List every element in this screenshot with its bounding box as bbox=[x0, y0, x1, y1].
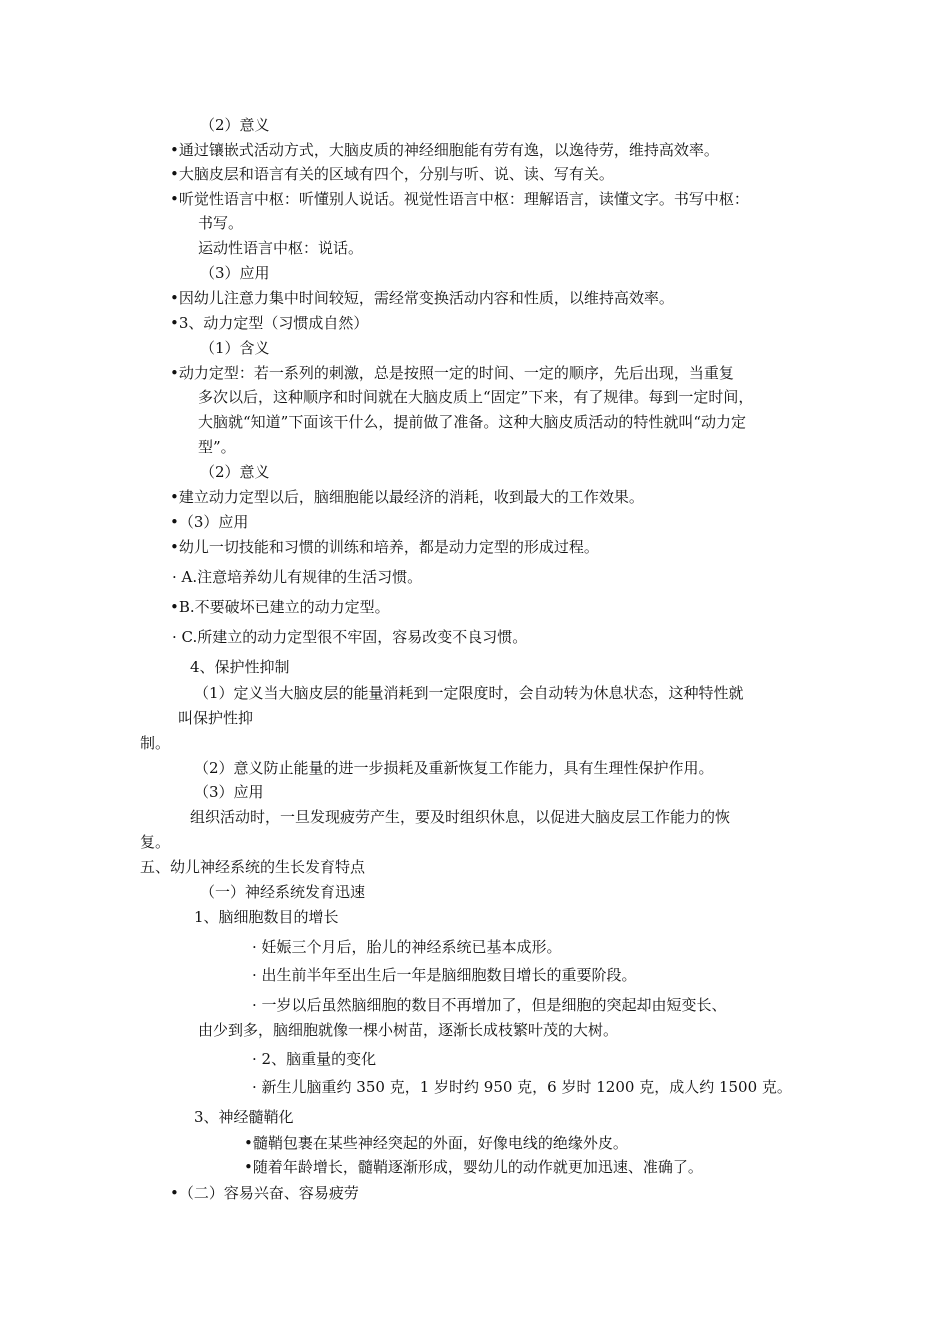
text-line: · A.注意培养幼儿有规律的生活习惯。 bbox=[172, 568, 423, 586]
text-line: 叫保护性抑 bbox=[178, 709, 254, 727]
text-line: •（3）应用 bbox=[170, 513, 249, 531]
text-line: •幼儿一切技能和习惯的训练和培养，都是动力定型的形成过程。 bbox=[170, 538, 599, 556]
text-line: · 新生儿脑重约 350 克，1 岁时约 950 克，6 岁时 1200 克，成人约 1500 克。 bbox=[252, 1078, 792, 1096]
text-line: 由少到多，脑细胞就像一棵小树苗，逐渐长成枝繁叶茂的大树。 bbox=[198, 1021, 619, 1039]
text-line: · 2、脑重量的变化 bbox=[252, 1050, 377, 1068]
text-line: 组织活动时，一旦发现疲劳产生，要及时组织休息，以促进大脑皮层工作能力的恢 bbox=[190, 808, 731, 826]
text-line: •通过镶嵌式活动方式，大脑皮质的神经细胞能有劳有逸，以逸待劳，维持高效率。 bbox=[170, 141, 719, 159]
text-line: •因幼儿注意力集中时间较短，需经常变换活动内容和性质，以维持高效率。 bbox=[170, 289, 674, 307]
text-line: 书写。 bbox=[198, 214, 244, 232]
text-line: •髓鞘包裹在某些神经突起的外面，好像电线的绝缘外皮。 bbox=[244, 1134, 628, 1152]
text-line: •B.不要破坏已建立的动力定型。 bbox=[170, 598, 390, 616]
text-line: •大脑皮层和语言有关的区域有四个，分别与听、说、读、写有关。 bbox=[170, 165, 614, 183]
text-line: •建立动力定型以后，脑细胞能以最经济的消耗，收到最大的工作效果。 bbox=[170, 488, 644, 506]
text-line: 1、脑细胞数目的增长 bbox=[194, 908, 339, 926]
text-line: （一）神经系统发育迅速 bbox=[200, 883, 366, 901]
text-line: •随着年龄增长，髓鞘逐渐形成，婴幼儿的动作就更加迅速、准确了。 bbox=[244, 1158, 703, 1176]
text-line: · 妊娠三个月后，胎儿的神经系统已基本成形。 bbox=[252, 938, 562, 956]
text-line: •（二）容易兴奋、容易疲劳 bbox=[170, 1184, 359, 1202]
text-line: （2）意义防止能量的进一步损耗及重新恢复工作能力，具有生理性保护作用。 bbox=[194, 759, 714, 777]
text-line: •动力定型：若一系列的刺激，总是按照一定的时间、一定的顺序，先后出现，当重复 bbox=[170, 364, 734, 382]
text-line: · C.所建立的动力定型很不牢固，容易改变不良习惯。 bbox=[172, 628, 528, 646]
text-line: （3）应用 bbox=[194, 783, 264, 801]
text-line: 五、幼儿神经系统的生长发育特点 bbox=[140, 858, 366, 876]
text-line: •3、动力定型（习惯成自然） bbox=[170, 314, 369, 332]
text-line: 运动性语言中枢：说话。 bbox=[198, 239, 364, 257]
text-line: 大脑就“知道”下面该干什么，提前做了准备。这种大脑皮质活动的特性就叫“动力定 bbox=[198, 413, 747, 431]
text-line: （1）定义当大脑皮层的能量消耗到一定限度时，会自动转为休息状态，这种特性就 bbox=[194, 684, 744, 702]
text-line: 多次以后，这种顺序和时间就在大脑皮质上“固定”下来，有了规律。每到一定时间， bbox=[198, 388, 754, 406]
text-line: 复。 bbox=[140, 833, 171, 851]
text-line: •听觉性语言中枢：听懂别人说话。视觉性语言中枢：理解语言，读懂文字。书写中枢： bbox=[170, 190, 749, 208]
text-line: · 一岁以后虽然脑细胞的数目不再增加了，但是细胞的突起却由短变长、 bbox=[252, 996, 727, 1014]
text-line: 制。 bbox=[140, 734, 171, 752]
text-line: · 出生前半年至出生后一年是脑细胞数目增长的重要阶段。 bbox=[252, 966, 637, 984]
text-line: 型”。 bbox=[198, 438, 236, 456]
text-line: （2）意义 bbox=[200, 463, 270, 481]
text-line: 4、保护性抑制 bbox=[190, 658, 290, 676]
text-line: （2）意义 bbox=[200, 116, 270, 134]
text-line: （1）含义 bbox=[200, 339, 270, 357]
text-line: 3、神经髓鞘化 bbox=[194, 1108, 294, 1126]
text-line: （3）应用 bbox=[200, 264, 270, 282]
